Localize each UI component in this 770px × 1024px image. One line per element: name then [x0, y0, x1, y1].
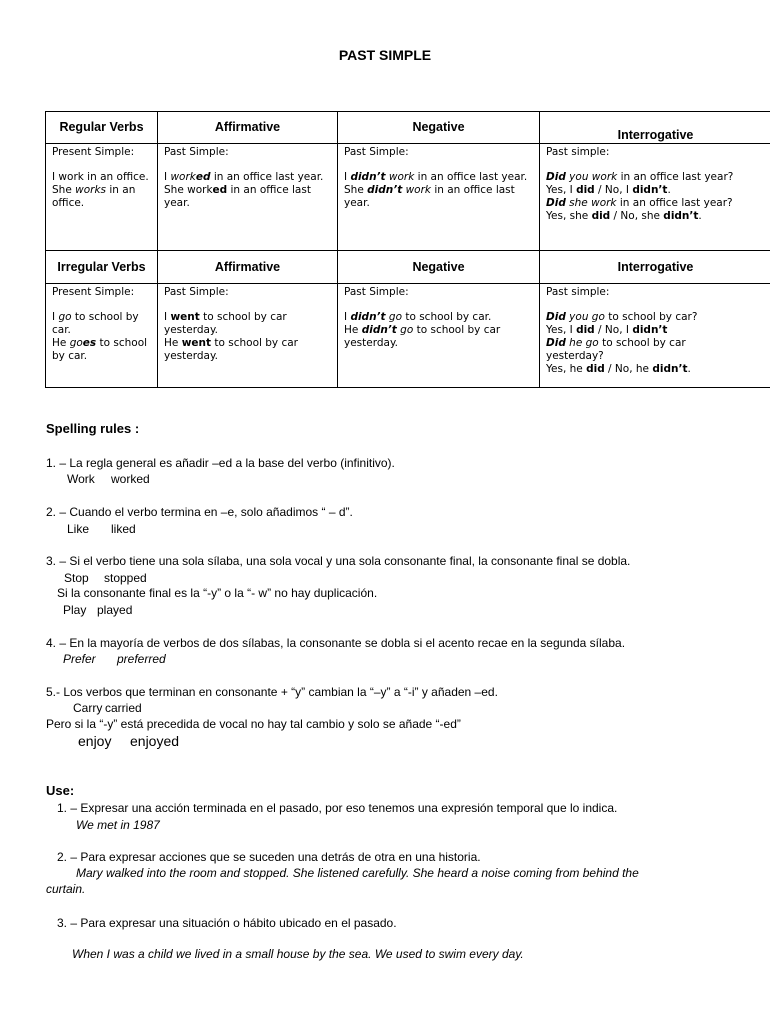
example-line: yesterday. [164, 324, 219, 336]
example-line: He went to school by car [164, 337, 298, 349]
example-line: I didn’t go to school by car. [344, 311, 492, 323]
use-heading: Use: [46, 783, 75, 798]
spelling-rule-4: 4. – En la mayoría de verbos de dos sílabas, la consonante se dobla si el acento recae en la segunda sílaba. [46, 636, 626, 650]
use-2-example-cont: curtain. [46, 882, 86, 896]
header-interrogative: Interrogative [540, 251, 770, 284]
spelling-rule-5: 5.- Los verbos que terminan en consonante + “y” cambian la “–y” a “-i” y añaden –ed. [46, 685, 498, 699]
example-line: car. [52, 324, 71, 336]
example-line: He goes to school [52, 337, 148, 349]
header-negative: Negative [338, 251, 540, 284]
header-affirmative: Affirmative [158, 251, 338, 284]
header-affirmative: Affirmative [158, 112, 338, 144]
past-label: Past Simple: [344, 286, 409, 298]
example-line: Yes, she did / No, she didn’t. [546, 210, 702, 222]
spelling-rule-3-exception: Si la consonante final es la “-y” o la “- w” no hay duplicación. [57, 586, 378, 600]
example-line: She worked in an office last [164, 184, 311, 196]
rule-5-exception-example: enjoy enjoyed [78, 733, 180, 749]
header-irregular-verbs: Irregular Verbs [46, 251, 158, 284]
page-title: PAST SIMPLE [338, 47, 432, 63]
example-line: He didn’t go to school by car [344, 324, 501, 336]
example-line: yesterday. [344, 337, 399, 349]
example-line: yesterday? [546, 350, 604, 362]
present-label: Present Simple: [52, 286, 135, 298]
example-line: by car. [52, 350, 88, 362]
irregular-present-cell [46, 284, 158, 388]
example-line: year. [344, 197, 370, 209]
past-label: Past simple: [546, 146, 610, 158]
example-line: Yes, I did / No, I didn’t [546, 324, 668, 336]
irregular-body-row [46, 284, 770, 388]
past-label: Past simple: [546, 286, 610, 298]
past-label: Past Simple: [164, 146, 229, 158]
regular-interrogative-cell [540, 144, 770, 251]
example-line: yesterday. [164, 350, 219, 362]
example-line: She works in an [52, 184, 136, 196]
example-line: year. [164, 197, 190, 209]
rule-4-example: Prefer preferred [63, 652, 166, 666]
example-line: She didn’t work in an office last [344, 184, 515, 196]
use-3: 3. – Para expresar una situación o hábito ubicado en el pasado. [57, 916, 397, 930]
past-label: Past Simple: [164, 286, 229, 298]
example-line: I go to school by [52, 311, 139, 323]
header-regular-verbs: Regular Verbs [46, 112, 158, 144]
example-line: Yes, he did / No, he didn’t. [546, 363, 691, 375]
regular-negative-cell [338, 144, 540, 251]
spelling-heading: Spelling rules : [46, 421, 140, 436]
example-line: Did she work in an office last year? [546, 197, 733, 209]
past-simple-table [45, 111, 770, 388]
example-line: I didn’t work in an office last year. [344, 171, 528, 183]
example-line: Did you go to school by car? [546, 311, 698, 323]
example-line: Did you work in an office last year? [546, 171, 734, 183]
regular-header-row [46, 112, 770, 144]
rule-1-example: Work worked [67, 472, 150, 486]
rule-5-example: Carry carried [73, 701, 142, 715]
irregular-affirmative-cell [158, 284, 338, 388]
example-line: Yes, I did / No, I didn’t. [546, 184, 671, 196]
header-interrogative: Interrogative [540, 112, 770, 144]
rule-3-exception-example: Play played [63, 603, 133, 617]
use-2: 2. – Para expresar acciones que se suceden una detrás de otra en una historia. [57, 850, 481, 864]
use-3-example: When I was a child we lived in a small house by the sea. We used to swim every day. [72, 947, 524, 961]
header-negative: Negative [338, 112, 540, 144]
example-line: Did he go to school by car [546, 337, 686, 349]
spelling-rule-2: 2. – Cuando el verbo termina en –e, solo añadimos “ – d”. [46, 505, 353, 519]
example-line: I worked in an office last year. [164, 171, 324, 183]
irregular-header-row [46, 251, 770, 284]
example-line: I work in an office. [52, 171, 149, 183]
present-label: Present Simple: [52, 146, 135, 158]
use-2-example: Mary walked into the room and stopped. She listened carefully. She heard a noise coming from behind the [76, 866, 639, 880]
example-line: I went to school by car [164, 311, 287, 323]
spelling-rule-3: 3. – Si el verbo tiene una sola sílaba, una sola vocal y una sola consonante final, la consonante final se dobla. [46, 554, 631, 568]
spelling-rule-5-exception: Pero si la “-y” está precedida de vocal no hay tal cambio y solo se añade “-ed” [46, 717, 461, 731]
example-line: office. [52, 197, 85, 209]
use-1-example: We met in 1987 [76, 818, 160, 832]
rule-2-example: Like liked [67, 522, 136, 536]
irregular-negative-cell [338, 284, 540, 388]
rule-3-example: Stop stopped [64, 571, 147, 585]
past-label: Past Simple: [344, 146, 409, 158]
regular-affirmative-cell [158, 144, 338, 251]
spelling-rule-1: 1. – La regla general es añadir –ed a la base del verbo (infinitivo). [46, 456, 395, 470]
regular-body-row [46, 144, 770, 251]
irregular-interrogative-cell [540, 284, 770, 388]
regular-present-cell [46, 144, 158, 251]
use-1: 1. – Expresar una acción terminada en el pasado, por eso tenemos una expresión temporal que lo indica. [57, 801, 618, 815]
